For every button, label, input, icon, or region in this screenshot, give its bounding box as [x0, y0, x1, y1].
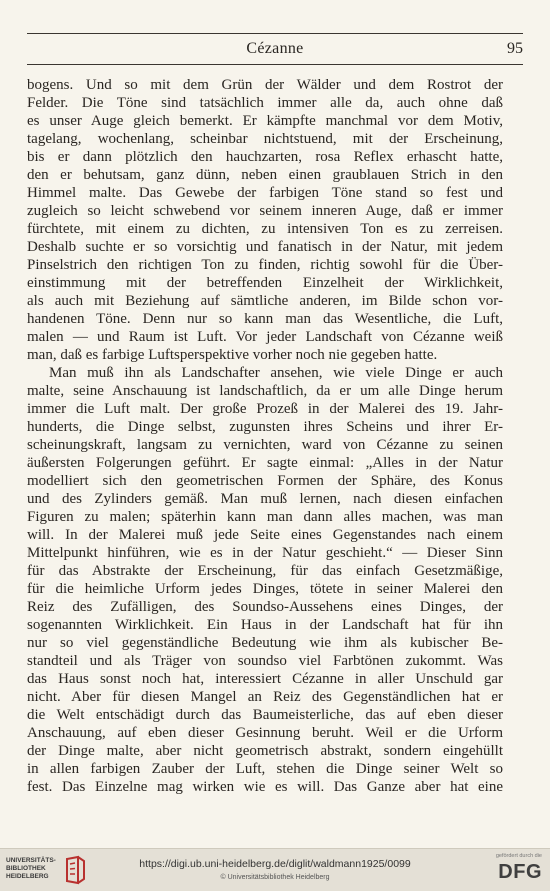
dfg-funding-label: gefördert durch die [495, 853, 542, 859]
dfg-wordmark: DFG [498, 861, 542, 883]
text-line: Reiz des Zufälligen, des Soundso-Aussehens eines Dinges, der [27, 599, 503, 615]
header-rule-bottom [27, 64, 523, 65]
text-line: fürchtete, mit einem zu dichten, zu intensiven Ton es zu zerreisen. [27, 221, 503, 237]
page-number: 95 [507, 40, 523, 57]
text-line: in allen farbigen Zauber der Luft, stehen die Dinge seiner Welt so [27, 761, 503, 777]
text-line: der Dinge malte, aber nicht geometrisch abstrakt, sondern eingehüllt [27, 743, 503, 759]
text-line: und des Zylinders gemäß. Man muß lernen, nach diesen einfachen [27, 491, 503, 507]
text-line: Mittelpunkt hinführen, wie es in der Natur geschieht.“ — Dieser Sinn [27, 545, 503, 561]
dfg-logo[interactable] [490, 853, 542, 887]
text-line: malte, seine Anschauung ist landschaftlich, da er um alle Dinge herum [27, 383, 503, 399]
text-line: hunderts, die Dinge selbst, zugunsten ihres Scheins und ihrer Er- [27, 419, 503, 435]
text-line: es unser Auge gleich bemerkt. Er kämpfte manchmal vor dem Motiv, [27, 113, 503, 129]
copyright-notice: © Universitätsbibliothek Heidelberg [220, 874, 330, 881]
text-line: standteil und als Träger von soundso viel Farbtönen zukommt. Was [27, 653, 503, 669]
text-line: bis er dann plötzlich den hauchzarten, rosa Reflex erhascht hatte, [27, 149, 503, 165]
running-head [27, 40, 523, 62]
text-line: für die heimliche Urform jedes Dinges, tötete in seiner Malerei den [27, 581, 503, 597]
permalink-url[interactable]: https://digi.ub.uni-heidelberg.de/diglit/waldmann1925/0099 [139, 858, 411, 870]
text-line: als auch mit Beziehung auf sämtliche anderen, im Bilde schon vor- [27, 293, 503, 309]
text-line: äußersten Folgerungen geführt. Er sagte einmal: „Alles in der Natur [27, 455, 503, 471]
text-line: fest. Das Einzelne mag wirken wie es will. Das Ganze aber hat eine [27, 779, 503, 795]
body-text [27, 76, 503, 798]
library-emblem-icon [64, 855, 86, 885]
text-line: malen — und Raum ist Luft. Vor jeder Landschaft von Cézanne weiß [27, 329, 503, 345]
text-line: immer die Luft malt. Der große Prozeß in der Malerei des 19. Jahr- [27, 401, 503, 417]
university-library-logo[interactable] [6, 855, 126, 887]
text-line: Figuren zu malen; späterhin kann man dann alles machen, was man [27, 509, 503, 525]
text-line: handenen Töne. Denn nur so kann man das Wesentliche, die Luft, [27, 311, 503, 327]
text-line: Himmel malte. Das Gewebe der farbigen Töne stand so fest und [27, 185, 503, 201]
running-title: Cézanne [246, 40, 304, 57]
text-line: den er behutsam, ganz dünn, neben einen graublauen Strich in den [27, 167, 503, 183]
logo-text: UNIVERSITÄTS- BIBLIOTHEK HEIDELBERG [6, 857, 56, 880]
text-line: tagelang, wochenlang, scheinbar nichtstuend, mit der Erscheinung, [27, 131, 503, 147]
text-line: modelliert sich den geometrischen Formen der Sphäre, des Konus [27, 473, 503, 489]
text-line: Felder. Die Töne sind tatsächlich immer alle da, auch ohne daß [27, 95, 503, 111]
text-line: scheinungskraft, langsam zu vernichten, ward von Cézanne zu seinen [27, 437, 503, 453]
text-line: nur so viel gegenständliche Bedeutung wie ihm als kubischer Be- [27, 635, 503, 651]
viewer-footer [0, 848, 550, 891]
text-line: Pinselstrich den richtigen Ton zu finden, richtig sowohl für die Über- [27, 257, 503, 273]
text-line: Anschauung, auf eben dieser Gesinnung beruht. Weil er die Urform [27, 725, 503, 741]
text-line: das Haus sonst noch hat, interessiert Cézanne in aller Unschuld gar [27, 671, 503, 687]
text-line: sogenannten Wirklichkeit. Ein Haus in der Landschaft hat für ihn [27, 617, 503, 633]
header-rule-top [27, 33, 523, 34]
text-line: man, daß es farbige Luftsperspektive vorher noch nie gegeben hatte. [27, 347, 438, 363]
text-line: Man muß ihn als Landschafter ansehen, wie viele Dinge er auch [49, 365, 503, 381]
text-line: Deshalb suchte er so vorsichtig und fanatisch in der Natur, mit jedem [27, 239, 503, 255]
text-line: einstimmung mit der betreffenden Einzelheit der Wirklichkeit, [27, 275, 503, 291]
text-line: nicht. Aber für diesen Mangel an Reiz des Gegenständlichen hat er [27, 689, 503, 705]
text-line: will. In der Malerei muß jede Seite eines Gegenstandes nach einem [27, 527, 503, 543]
text-line: zugleich so leicht schwebend vor seinem inneren Auge, daß er immer [27, 203, 503, 219]
text-line: bogens. Und so mit dem Grün der Wälder und dem Rostrot der [27, 77, 503, 93]
text-line: die Welt entschädigt durch das Baumeisterliche, das auf eben dieser [27, 707, 503, 723]
text-line: für das Abstrakte der Erscheinung, für das einfach Gesetzmäßige, [27, 563, 503, 579]
